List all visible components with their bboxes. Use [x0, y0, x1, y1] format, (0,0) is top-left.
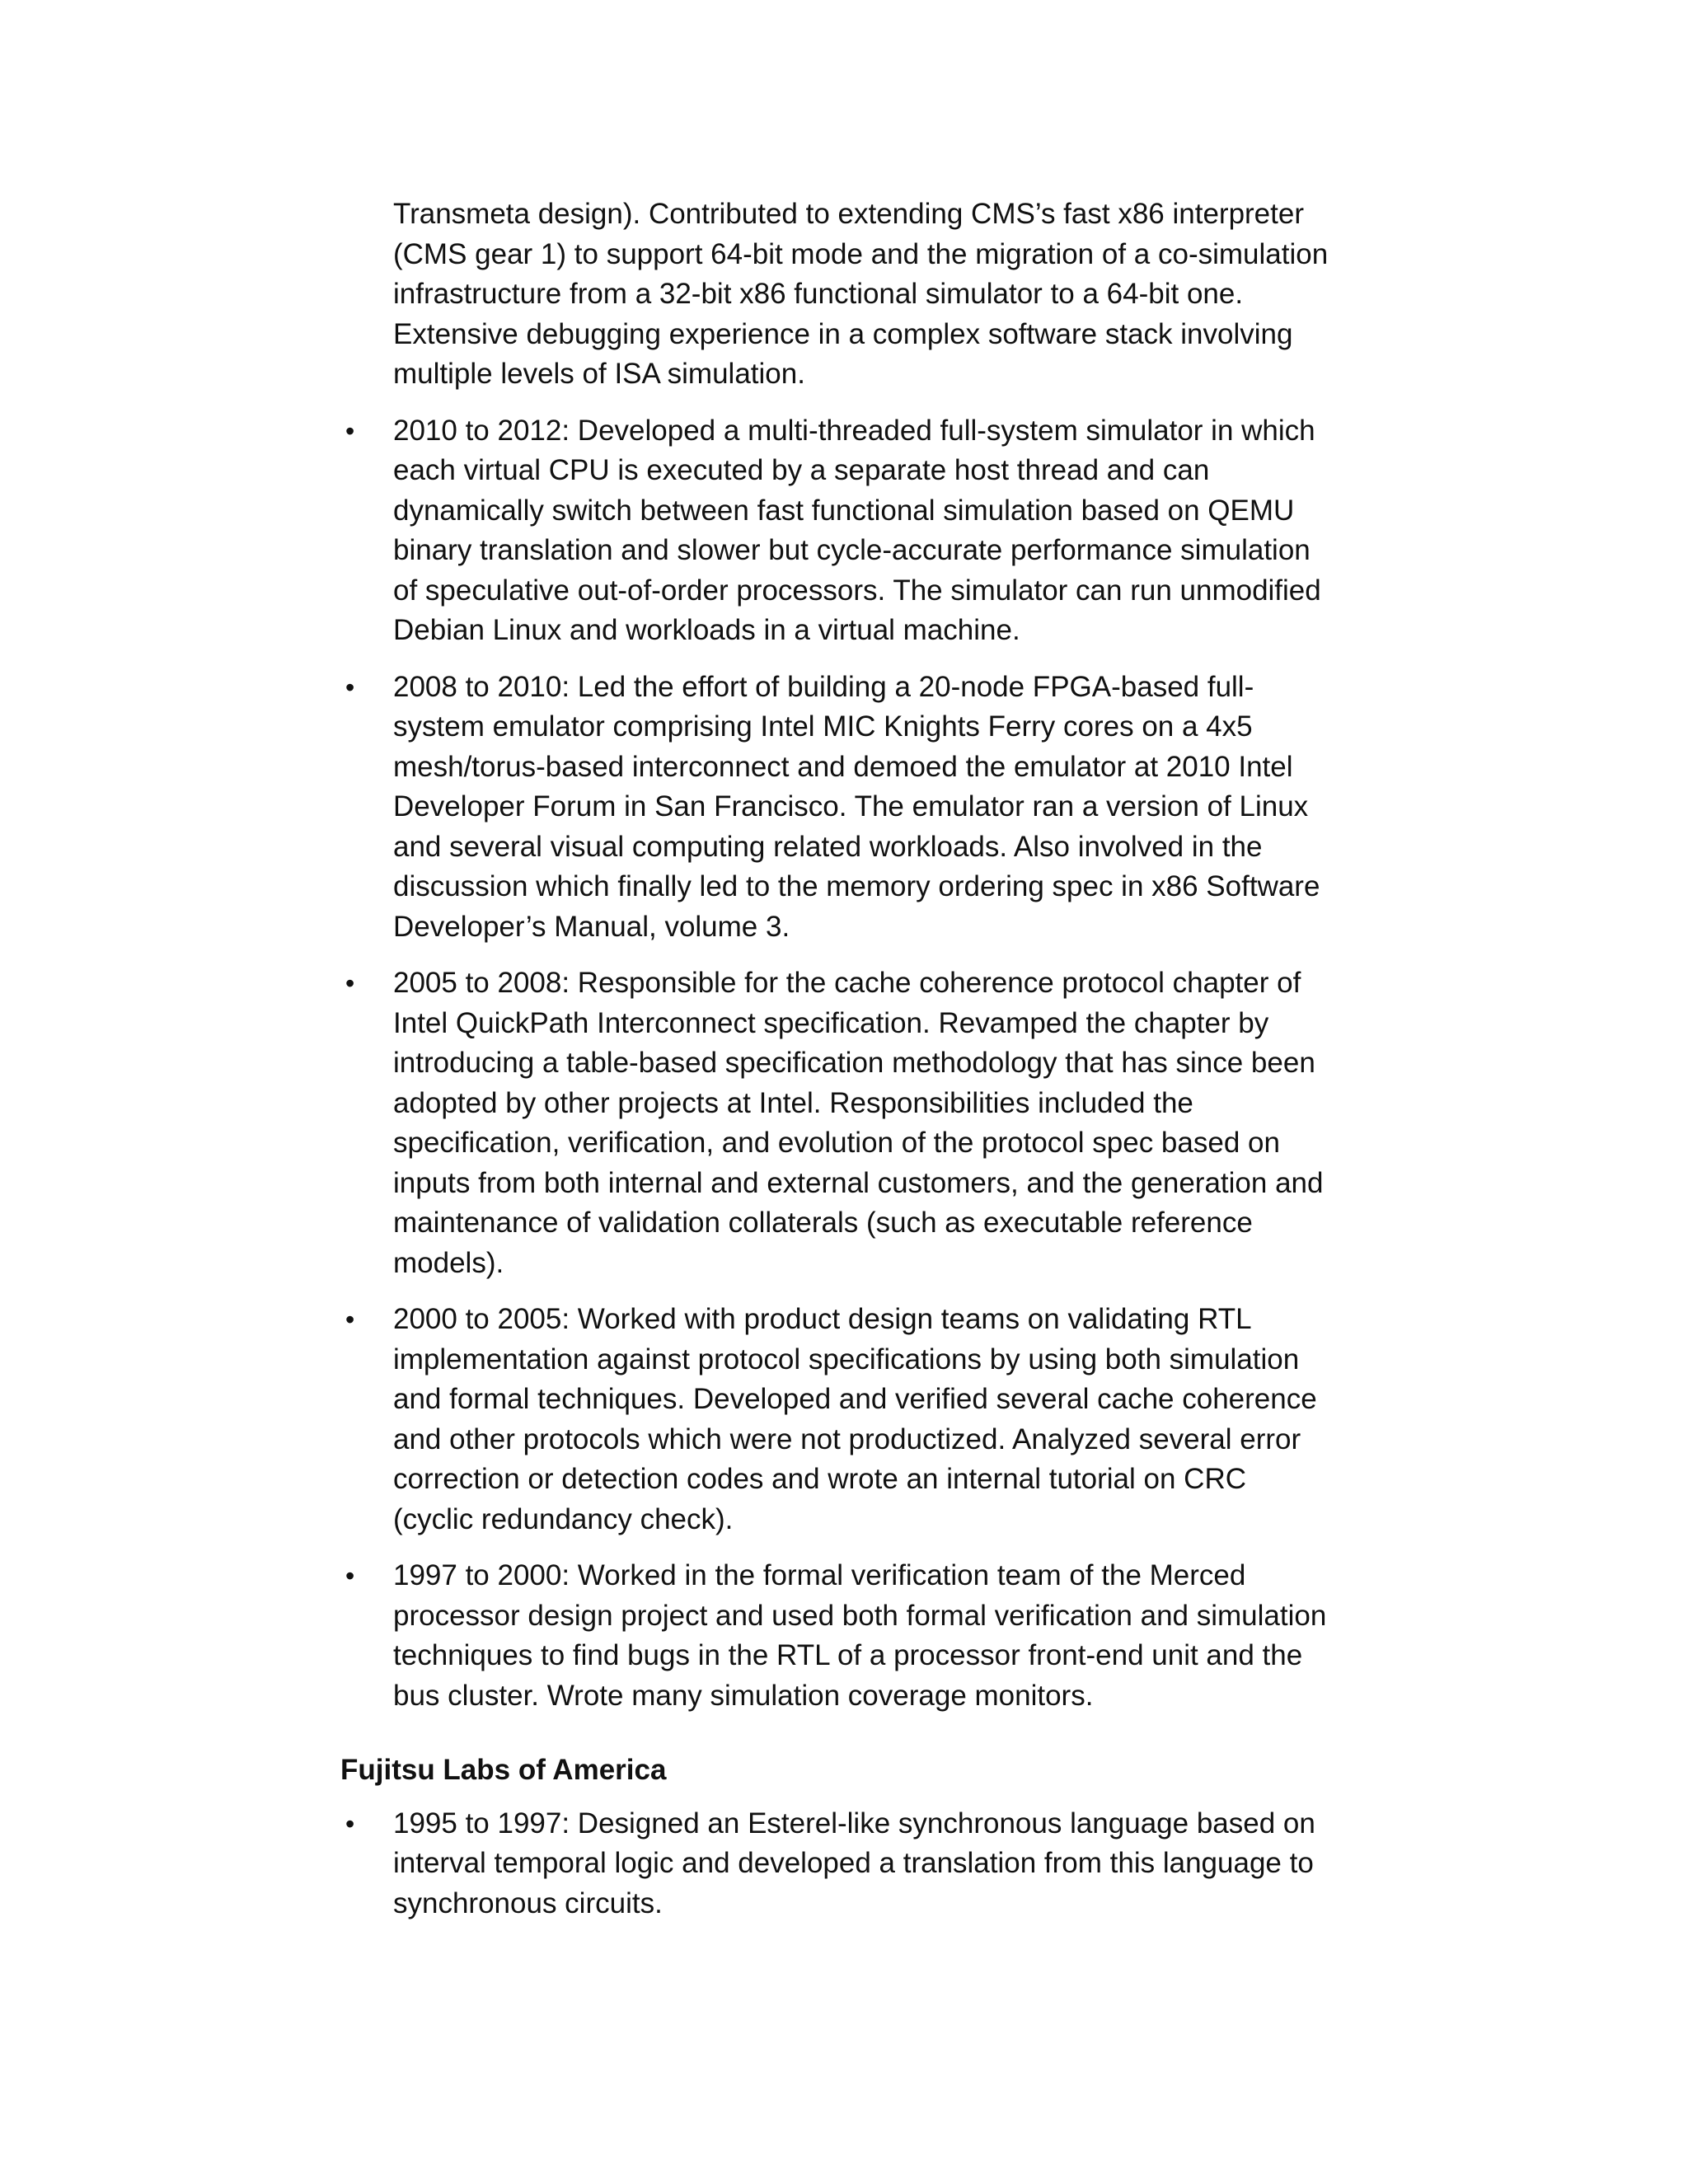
list-item	[340, 1300, 1329, 1540]
bullet-icon: •	[345, 415, 355, 446]
bullet-icon: •	[345, 968, 355, 998]
list-item-text: 1995 to 1997: Designed an Esterel-like synchronous language based on interval temporal logic and developed a translation from this language to synchronous circuits.	[393, 1807, 1315, 1919]
list-item-text: 2005 to 2008: Responsible for the cache coherence protocol chapter of Intel QuickPath Interconnect specification. Revamped the chapter by introducing a table-based specification methodology that has since been adopted by other projects at Intel. Responsibilities included the specification, verification, and evolution of the protocol spec based on inputs from both internal and external customers, and the generation and maintenance of validation collaterals (such as executable reference models).	[393, 967, 1324, 1279]
fujitsu-list	[340, 1804, 1329, 1924]
bullet-icon: •	[345, 1808, 355, 1839]
list-item-text: 2008 to 2010: Led the effort of building a 20-node FPGA-based full-system emulator comprising Intel MIC Knights Ferry cores on a 4x5 mesh/torus-based interconnect and demoed the emulator at 2010 Intel Developer Forum in San Francisco. The emulator ran a version of Linux and several visual computing related workloads. Also involved in the discussion which finally led to the memory ordering spec in x86 Software Developer’s Manual, volume 3.	[393, 670, 1320, 943]
bullet-icon: •	[345, 1305, 355, 1334]
list-item	[340, 963, 1329, 1283]
list-item-text: 1997 to 2000: Worked in the formal verification team of the Merced processor design project and used both formal verification and simulation techniques to find bugs in the RTL of a processor front-end unit and the bus cluster. Wrote many simulation coverage monitors.	[393, 1559, 1327, 1712]
intro-paragraph: Transmeta design). Contributed to extending CMS’s fast x86 interpreter (CMS gear 1) to support 64-bit mode and the migration of a co-simulation infrastructure from a 32-bit x86 functional simulator to a 64-bit one. Extensive debugging experience in a complex software stack involving multiple levels of ISA simulation.	[393, 198, 1329, 390]
experience-list	[340, 411, 1329, 1717]
bullet-icon: •	[345, 1561, 355, 1591]
bullet-icon: •	[345, 672, 355, 702]
list-item-text: 2000 to 2005: Worked with product design teams on validating RTL implementation against protocol specifications by using both simulation and formal techniques. Developed and verified several cache coherence and other protocols which were not productized. Analyzed several error correction or detection codes and wrote an internal tutorial on CRC (cyclic redundancy check).	[393, 1303, 1317, 1535]
list-item	[340, 411, 1329, 651]
list-item-text: 2010 to 2012: Developed a multi-threaded full-system simulator in which each virtual CPU is executed by a separate host thread and can dynamically switch between fast functional simulation based on QEMU binary translation and slower but cycle-accurate performance simulation of speculative out-of-order processors. The simulator can run unmodified Debian Linux and workloads in a virtual machine.	[393, 414, 1321, 646]
list-item	[340, 668, 1329, 948]
list-item	[340, 1804, 1329, 1924]
resume-content	[340, 194, 1329, 1924]
section-heading: Fujitsu Labs of America	[340, 1754, 667, 1786]
list-item	[340, 1556, 1329, 1716]
